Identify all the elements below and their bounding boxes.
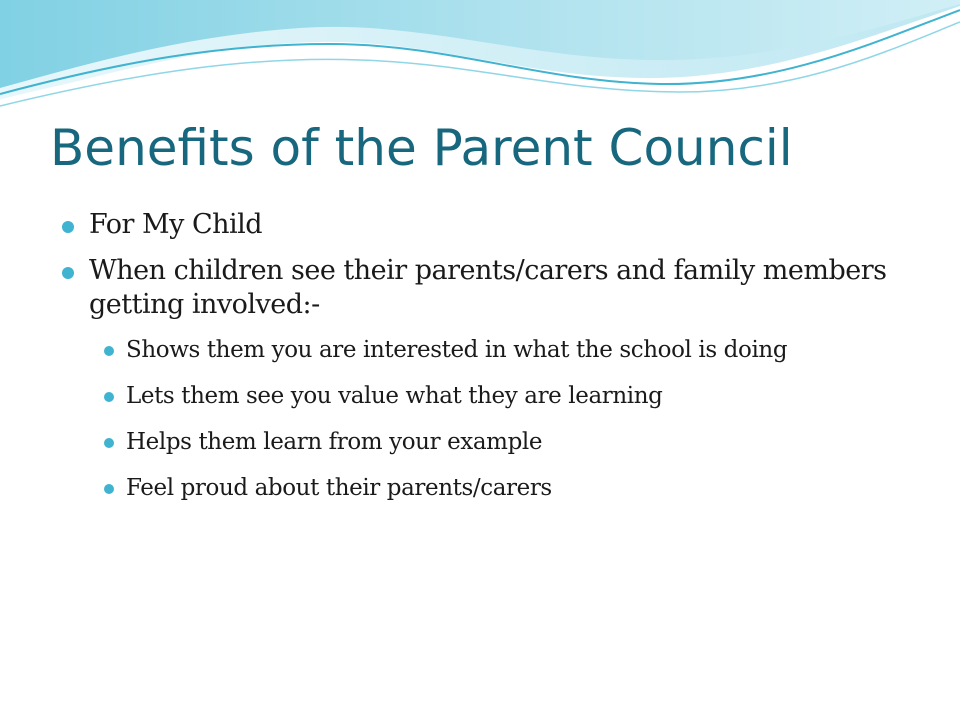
bullet-dot-icon bbox=[104, 346, 114, 356]
wave-header-decoration bbox=[0, 0, 960, 120]
sub-bullet-text: Shows them you are interested in what the school is doing bbox=[126, 337, 788, 363]
bullet-item bbox=[89, 254, 889, 322]
bullet-dot-icon bbox=[104, 438, 114, 448]
bullet-item bbox=[89, 208, 889, 242]
sub-bullet-text: Lets them see you value what they are learning bbox=[126, 383, 663, 409]
sub-bullet-item bbox=[126, 334, 826, 366]
bullet-text: When children see their parents/carers and family members getting involved:- bbox=[89, 255, 887, 320]
bullet-dot-icon bbox=[104, 484, 114, 494]
slide-title: Benefits of the Parent Council bbox=[50, 119, 793, 177]
sub-bullet-item bbox=[126, 426, 826, 458]
sub-bullet-text: Feel proud about their parents/carers bbox=[126, 475, 552, 501]
bullet-dot-icon bbox=[62, 221, 74, 233]
bullet-list bbox=[0, 208, 960, 518]
sub-bullet-text: Helps them learn from your example bbox=[126, 429, 543, 455]
sub-bullet-item bbox=[126, 472, 826, 504]
bullet-dot-icon bbox=[62, 267, 74, 279]
bullet-dot-icon bbox=[104, 392, 114, 402]
bullet-text: For My Child bbox=[89, 209, 263, 240]
sub-bullet-item bbox=[126, 380, 826, 412]
